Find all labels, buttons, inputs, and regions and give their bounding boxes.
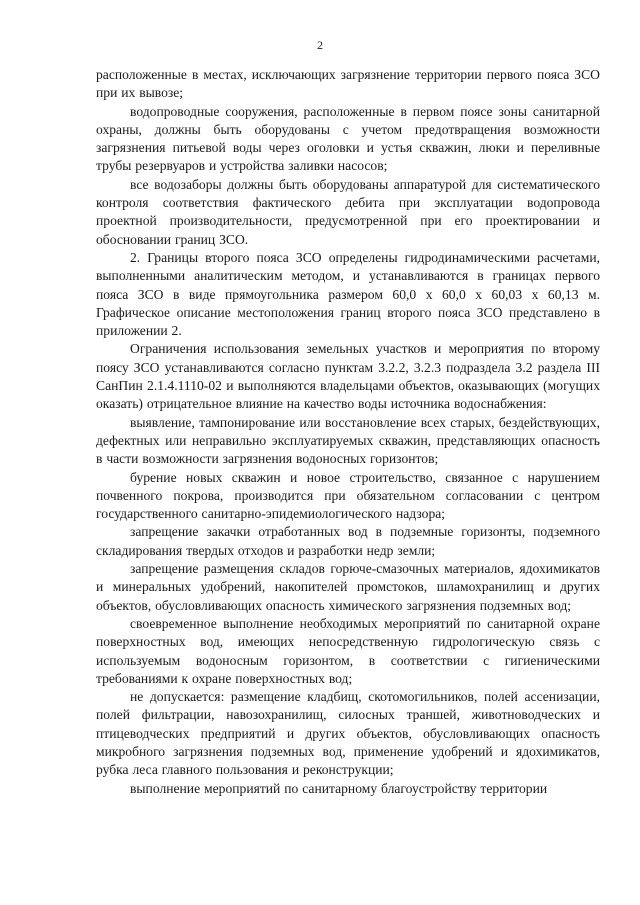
paragraph-6: выявление, тампонирование или восстановление всех старых, бездействующих, дефектных или неправильно эксплуатируемых скважин, представляющих опасность в части возможности загрязнения водоносных горизонтов;	[96, 414, 600, 467]
paragraph-2: водопроводные сооружения, расположенные в первом поясе зоны санитарной охраны, должны быть оборудованы с учетом предотвращения возможности загрязнения питьевой воды через оголовки и устья скважин, люки и переливные трубы резервуаров и устройства заливки насосов;	[96, 103, 600, 174]
paragraph-8: запрещение закачки отработанных вод в подземные горизонты, подземного складирования твердых отходов и разработки недр земли;	[96, 524, 600, 558]
paragraph-3: все водозаборы должны быть оборудованы аппаратурой для систематического контроля соответствия фактического дебита при эксплуатации водопровода проектной производительности, предусмотренной при его проектировании и обосновании границ ЗСО.	[96, 176, 600, 247]
paragraph-11: не допускается: размещение кладбищ, скотомогильников, полей ассенизации, полей фильтрации, навозохранилищ, силосных траншей, животноводческих и птицеводческих предприятий и других объектов, обусловливающих опасность микробного загрязнения подземных вод, применение удобрений и ядохимикатов, рубка леса главного пользования и реконструкции;	[96, 689, 600, 778]
paragraph-4: 2. Границы второго пояса ЗСО определены гидродинамическими расчетами, выполненными аналитическим методом, и устанавливаются в границах первого пояса ЗСО в виде прямоугольника размером 60,0 х 60,0 х 60,03 х 60,13 м. Графическое описание местоположения границ второго пояса ЗСО представлено в приложении 2.	[96, 249, 600, 339]
paragraph-12: выполнение мероприятий по санитарному благоустройству территории	[130, 780, 548, 796]
paragraph-1: расположенные в местах, исключающих загрязнение территории первого пояса ЗСО при их вывозе;	[96, 67, 600, 101]
document-body	[96, 66, 600, 798]
paragraph-7: бурение новых скважин и новое строительство, связанное с нарушением почвенного покрова, производится при обязательном согласовании с центром государственного санитарно-эпидемиологического надзора;	[96, 469, 600, 522]
paragraph-9: запрещение размещения складов горюче-смазочных материалов, ядохимикатов и минеральных удобрений, накопителей промстоков, шламохранилищ и других объектов, обусловливающих опасность химического загрязнения подземных вод;	[96, 561, 600, 613]
paragraph-10: своевременное выполнение необходимых мероприятий по санитарной охране поверхностных вод, имеющих непосредственную гидрологическую связь с используемым водоносным горизонтом, в соответствии с гигиеническими требованиями к охране поверхностных вод;	[96, 615, 600, 686]
page-number: 2	[317, 38, 323, 52]
paragraph-5: Ограничения использования земельных участков и мероприятия по второму поясу ЗСО устанавливаются согласно пунктам 3.2.2, 3.2.3 подраздела 3.2 раздела III СанПин 2.1.4.1110-02 и выполняются владельцами объектов, оказывающих (могущих оказать) отрицательное влияние на качество воды источника водоснабжения:	[96, 341, 600, 412]
